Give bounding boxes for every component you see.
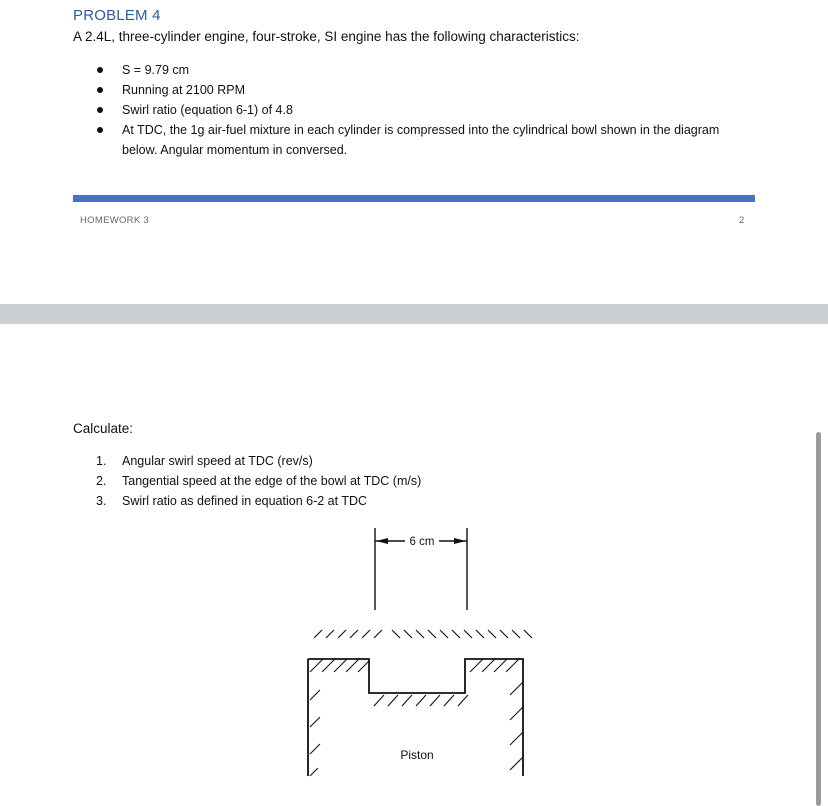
document-page-2: [0, 324, 828, 806]
piston-label: Piston: [400, 748, 434, 762]
tasks-list: [96, 451, 421, 511]
footer-section-title: HOMEWORK 3: [80, 215, 149, 226]
problem-title: PROBLEM 4: [73, 7, 161, 24]
list-item: S = 9.79 cm: [96, 60, 736, 80]
bullet-icon: [97, 107, 103, 113]
list-item: 1. Angular swirl speed at TDC (rev/s): [96, 454, 313, 468]
bullet-icon: [97, 67, 103, 73]
page-separator: [0, 304, 828, 324]
list-item: At TDC, the 1g air-fuel mixture in each cylinder is compressed into the cylindrical bowl shown in the diagram below. Angular momentum in conversed.: [96, 120, 736, 160]
bullet-icon: [97, 127, 103, 133]
dimension-label: 6 cm: [409, 536, 435, 548]
piston-bowl-diagram: [296, 522, 541, 806]
footer-rule: [73, 195, 755, 202]
list-item: 3. Swirl ratio as defined in equation 6-2 at TDC: [96, 494, 368, 508]
calculate-heading: Calculate:: [73, 421, 134, 436]
bullet-icon: [97, 87, 103, 93]
vertical-scrollbar[interactable]: [816, 432, 821, 806]
characteristics-list: [96, 60, 736, 160]
page-number: 2: [739, 215, 745, 226]
list-item: Running at 2100 RPM: [96, 80, 736, 100]
problem-intro: A 2.4L, three-cylinder engine, four-stroke, SI engine has the following characteristics:: [73, 29, 580, 44]
document-page-1: [0, 0, 828, 304]
list-item: Swirl ratio (equation 6-1) of 4.8: [96, 100, 736, 120]
list-item: 2. Tangential speed at the edge of the bowl at TDC (m/s): [96, 474, 422, 488]
